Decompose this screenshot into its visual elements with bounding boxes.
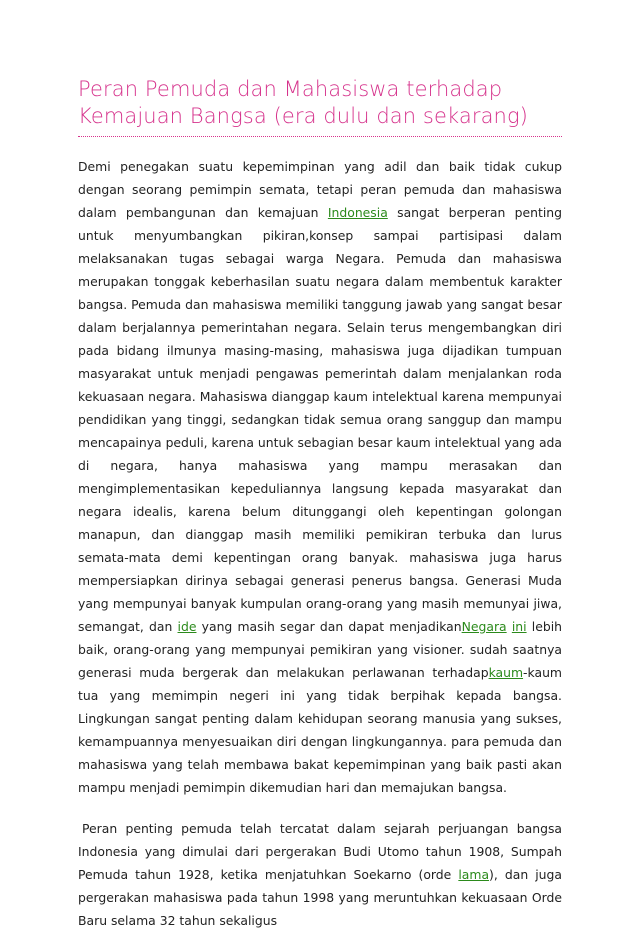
link-negara[interactable]: Negara [461,619,507,634]
paragraph-2-text-b: ), dan juga pergerakan mahasiswa pada tahun 1998 yang meruntuhkan kekuasaan Orde Baru selama 32 tahun sekaligus [78,867,562,928]
paragraph-2-text-a: Peran penting pemuda telah tercatat dalam sejarah perjuangan bangsa Indonesia yang dimulai dari pergerakan Budi Utomo tahun 1908, Sumpah Pemuda tahun 1928, ketika menjatuhkan Soekarno (orde [78,821,562,882]
link-indonesia[interactable]: Indonesia [327,205,388,220]
paragraph-1-text-e: lebih baik, orang-orang yang mempunyai pemikiran yang visioner. sudah saatnya generasi muda bergerak dan melakukan perlawanan terhadap [78,619,562,680]
link-kaum[interactable]: kaum [488,665,524,680]
paragraph-1 [78,155,562,799]
paragraph-1-text-f: -kaum tua yang memimpin negeri ini yang tidak berpihak kepada bangsa. Lingkungan sangat penting dalam kehidupan seorang manusia yang sukses, kemampuannya menyesuaikan diri dengan lingkungannya. para pemuda dan mahasiswa yang telah membawa bakat kepemimpinan yang baik pasti akan mampu menjadi pemimpin dikemudian hari dan memajukan bangsa. [78,665,562,795]
title-divider [78,136,562,137]
link-ide[interactable]: ide [177,619,197,634]
paragraph-1-text-b: sangat berperan penting untuk menyumbangkan pikiran,konsep sampai partisipasi dalam melaksanakan tugas sebagai warga Negara. Pemuda dan mahasiswa merupakan tonggak keberhasilan suatu negara dalam membentuk karakter bangsa. Pemuda dan mahasiswa memiliki tanggung jawab yang sangat besar dalam berjalannya pemerintahan negara. Selain terus mengembangkan diri pada bidang ilmunya masing-masing, mahasiswa juga dijadikan tumpuan masyarakat untuk menjadi pengawas pemerintah dalam menjalankan roda kekuasaan negara. Mahasiswa dianggap kaum intelektual karena mempunyai pendidikan yang tinggi, sedangkan tidak semua orang sanggup dan mampu mencapainya peduli, karena untuk sebagian besar kaum intelektual yang ada di negara, hanya mahasiswa yang mampu merasakan dan mengimplementasikan kepeduliannya langsung kepada masyarakat dan negara idealis, karena belum ditunggangi oleh kepentingan golongan manapun, dan dianggap masih memiliki pemikiran terbuka dan lurus semata-mata demi kepentingan orang banyak. mahasiswa juga harus mempersiapkan dirinya sebagai generasi penerus bangsa. Generasi Muda yang mempunyai banyak kumpulan orang-orang yang masih memunyai jiwa, semangat, dan [78,205,562,634]
document-page [78,76,562,932]
paragraph-2 [78,817,562,932]
link-lama[interactable]: lama [458,867,490,882]
document-title: Peran Pemuda dan Mahasiswa terhadap Kemajuan Bangsa (era dulu dan sekarang) [78,77,528,128]
paragraph-1-text-c: yang masih segar dan dapat menjadikan [196,619,462,634]
paragraph-1-text-a: Demi penegakan suatu kepemimpinan yang adil dan baik tidak cukup dengan seorang pemimpin semata, tetapi peran pemuda dan mahasiswa dalam pembangunan dan kemajuan [78,159,562,220]
link-ini[interactable]: ini [511,619,527,634]
